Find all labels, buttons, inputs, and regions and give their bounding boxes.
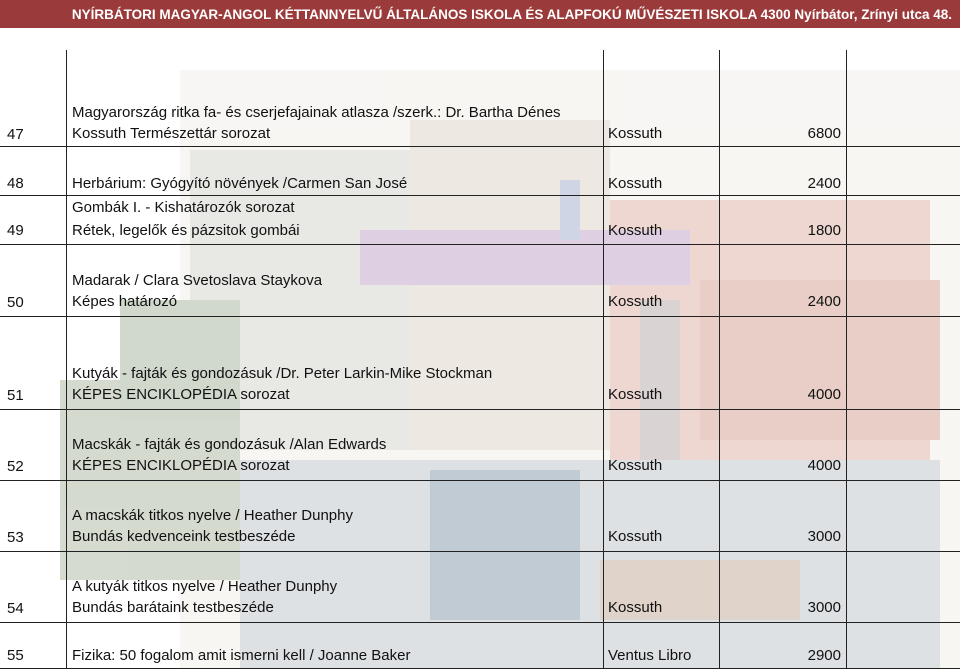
row-number: 51	[7, 387, 24, 404]
grid-line	[0, 316, 960, 317]
price: 4000	[807, 457, 841, 474]
price: 3000	[807, 599, 841, 616]
row-number: 54	[7, 600, 24, 617]
book-title: Herbárium: Gyógyító növények /Carmen San José	[72, 175, 408, 192]
price: 4000	[807, 386, 841, 403]
book-title: Madarak / Clara Svetoslava Staykova	[72, 272, 323, 289]
book-series: Bundás kedvenceink testbeszéde	[72, 528, 296, 545]
publisher: Kossuth	[608, 528, 663, 545]
price: 3000	[807, 528, 841, 545]
book-series: Kossuth Természettár sorozat	[72, 125, 271, 142]
grid-line	[0, 480, 960, 481]
grid-line	[0, 195, 960, 196]
book-title: Fizika: 50 fogalom amit ismerni kell / Joanne Baker	[72, 647, 411, 664]
book-series: KÉPES ENCIKLOPÉDIA sorozat	[72, 386, 290, 403]
book-title: A kutyák titkos nyelve / Heather Dunphy	[72, 578, 338, 595]
row-number: 48	[7, 175, 24, 192]
publisher: Kossuth	[608, 386, 663, 403]
school-header	[0, 0, 960, 28]
book-title: Macskák - fajták és gondozásuk /Alan Edwards	[72, 436, 387, 453]
price: 6800	[807, 125, 841, 142]
price: 2400	[807, 175, 841, 192]
book-series: KÉPES ENCIKLOPÉDIA sorozat	[72, 457, 290, 474]
book-title: Magyarország ritka fa- és cserjefajainak atlasza /szerk.: Dr. Bartha Dénes	[72, 104, 561, 121]
publisher: Kossuth	[608, 457, 663, 474]
grid-line	[0, 244, 960, 245]
publisher: Kossuth	[608, 293, 663, 310]
book-series: Képes határozó	[72, 293, 178, 310]
price: 2400	[807, 293, 841, 310]
book-table	[0, 28, 960, 669]
book-title: Kutyák - fajták és gondozásuk /Dr. Peter Larkin-Mike Stockman	[72, 365, 493, 382]
grid-line	[0, 622, 960, 623]
row-number: 53	[7, 529, 24, 546]
price: 1800	[807, 222, 841, 239]
grid-line	[0, 146, 960, 147]
book-series: Rétek, legelők és pázsitok gombái	[72, 222, 300, 239]
grid-line	[846, 50, 847, 669]
row-number: 47	[7, 126, 24, 143]
price: 2900	[807, 647, 841, 664]
row-number: 52	[7, 458, 24, 475]
publisher: Ventus Libro	[608, 647, 692, 664]
publisher: Kossuth	[608, 599, 663, 616]
grid-line	[0, 409, 960, 410]
book-series: Bundás barátaink testbeszéde	[72, 599, 274, 616]
book-title: A macskák titkos nyelve / Heather Dunphy	[72, 507, 353, 524]
publisher: Kossuth	[608, 222, 663, 239]
row-number: 49	[7, 222, 24, 239]
grid-line	[603, 50, 604, 669]
header-text: NYÍRBÁTORI MAGYAR-ANGOL KÉTTANNYELVŰ ÁLTALÁNOS ISKOLA ÉS ALAPFOKÚ MŰVÉSZETI ISKOLA 4300 Nyírbátor, Zrínyi utca 48.	[71, 6, 952, 22]
book-title: Gombák I. - Kishatározók sorozat	[72, 199, 295, 216]
row-number: 55	[7, 647, 24, 664]
grid-line	[66, 50, 67, 669]
row-number: 50	[7, 294, 24, 311]
publisher: Kossuth	[608, 125, 663, 142]
publisher: Kossuth	[608, 175, 663, 192]
grid-line	[0, 551, 960, 552]
